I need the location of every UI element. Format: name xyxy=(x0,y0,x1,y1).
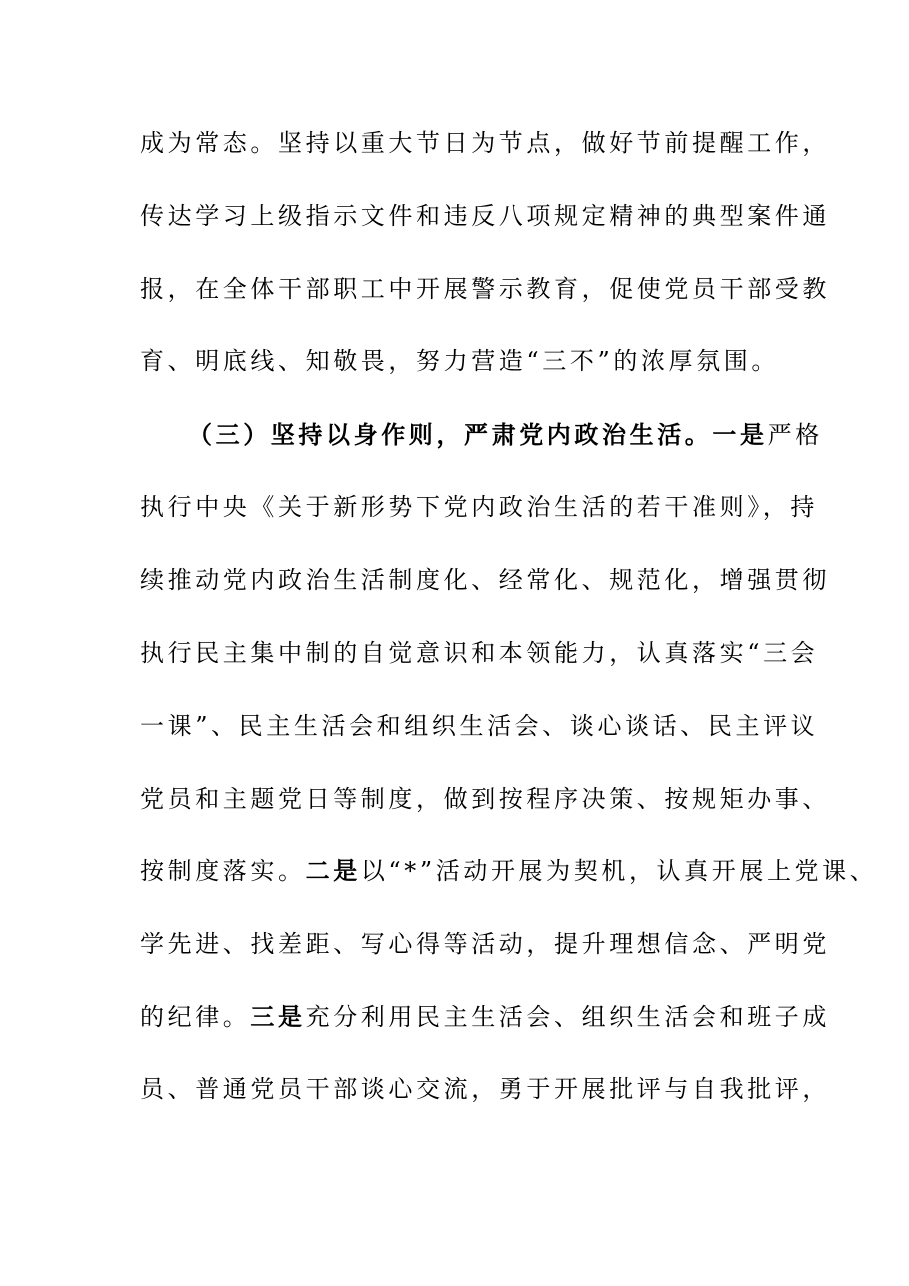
text-line-4 xyxy=(140,341,800,381)
text-run: 党员和主题党日等制度，做到按程序决策、按规矩办事、 xyxy=(140,785,830,813)
point-marker-two: 二是 xyxy=(305,856,361,885)
text-run: 续推动党内政治生活制度化、经常化、规范化，增强贯彻 xyxy=(140,566,830,594)
section-heading: （三）坚持以身作则，严肃党内政治生活。一是 xyxy=(188,420,768,449)
text-line-14 xyxy=(140,1069,830,1109)
text-run: 的纪律。 xyxy=(140,1003,251,1031)
text-line-1 xyxy=(140,123,830,163)
text-run: 按制度落实。 xyxy=(140,857,306,885)
point-marker-three: 三是 xyxy=(250,1002,306,1031)
text-run: 执行民主集中制的自觉意识和本领能力，认真落实“三会 xyxy=(140,639,819,667)
text-run: 传达学习上级指示文件和违反八项规定精神的典型案件通 xyxy=(140,202,830,230)
text-line-8 xyxy=(140,633,819,673)
text-line-3 xyxy=(140,269,830,309)
text-line-12 xyxy=(140,924,830,964)
text-run: 以“*”活动开展为契机，认真开展上党课、 xyxy=(360,857,878,885)
text-line-11 xyxy=(140,851,878,891)
text-run: 严格 xyxy=(767,421,823,449)
text-line-10 xyxy=(140,779,830,819)
text-line-13 xyxy=(140,997,831,1037)
text-run: 执行中央《关于新形势下党内政治生活的若干准则》，持 xyxy=(140,493,818,521)
text-run: 员、普通党员干部谈心交流，勇于开展批评与自我批评， xyxy=(140,1075,830,1103)
text-run: 一课”、民主生活会和组织生活会、谈心谈话、民主评议 xyxy=(140,712,819,740)
section-heading-line xyxy=(188,415,823,455)
text-run: 学先进、找差距、写心得等活动，提升理想信念、严明党 xyxy=(140,930,830,958)
text-line-7 xyxy=(140,560,830,600)
text-run: 充分利用民主生活会、组织生活会和班子成 xyxy=(305,1003,831,1031)
text-run: 育、明底线、知敬畏，努力营造“三不”的浓厚氛围。 xyxy=(140,347,779,375)
text-run: 报，在全体干部职工中开展警示教育，促使党员干部受教 xyxy=(140,275,830,303)
text-run: 成为常态。坚持以重大节日为节点，做好节前提醒工作， xyxy=(140,129,830,157)
text-line-9 xyxy=(140,706,819,746)
text-line-2 xyxy=(140,196,830,236)
text-line-6 xyxy=(140,487,818,527)
